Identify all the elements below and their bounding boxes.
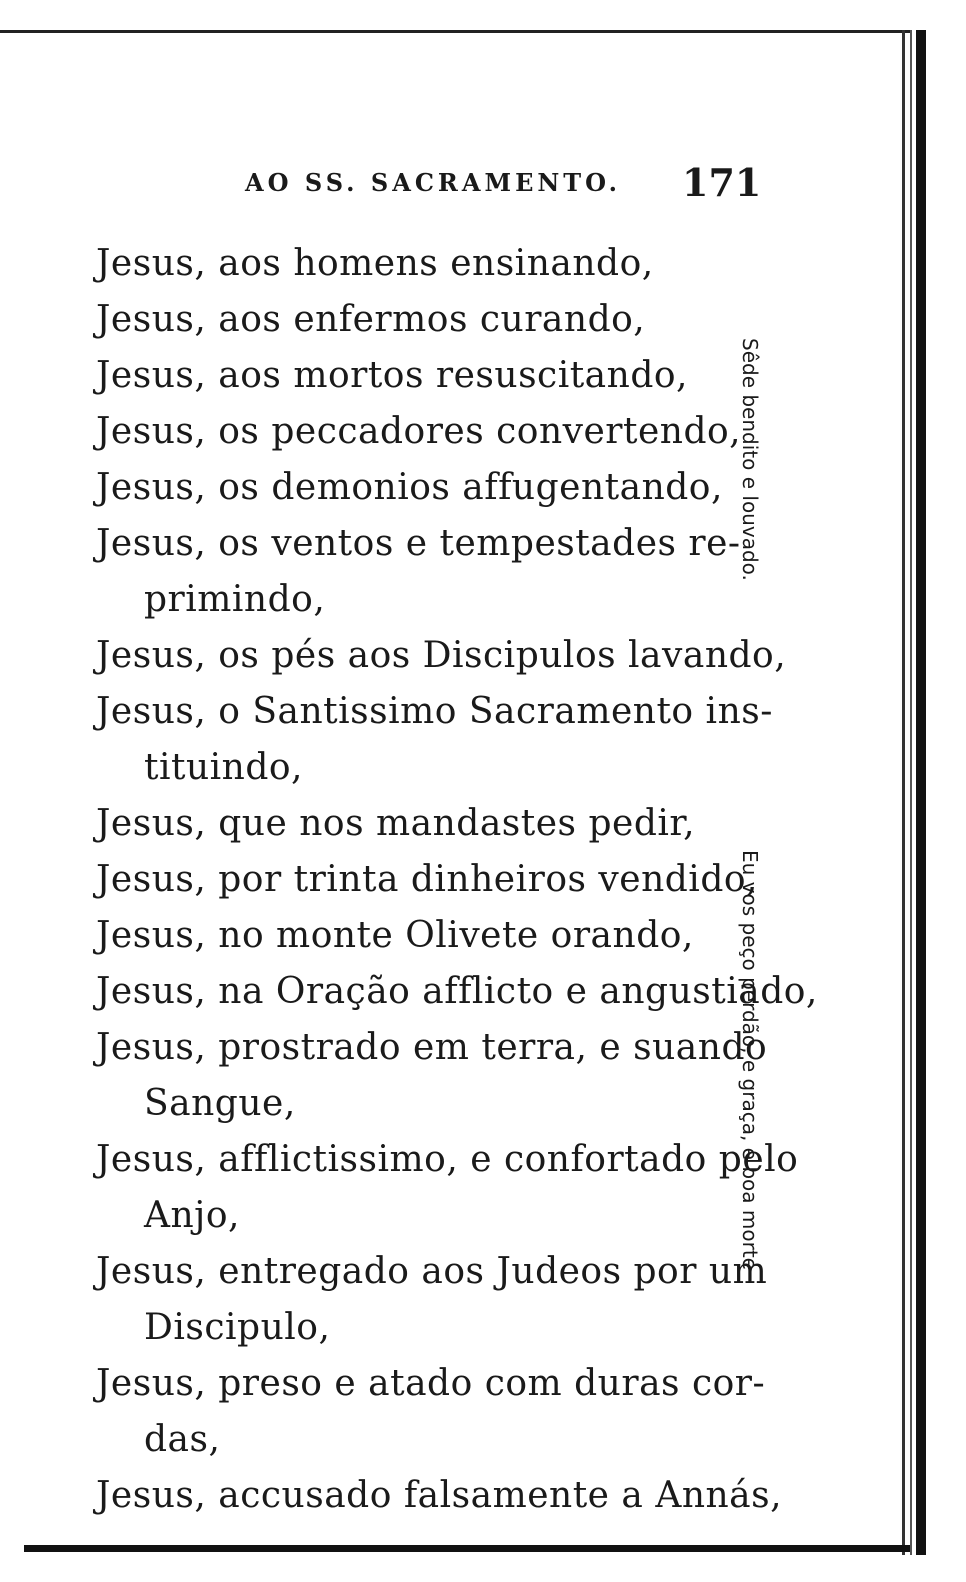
page-spine xyxy=(902,30,932,1555)
verse-line: Discipulo, xyxy=(144,1307,331,1348)
verse-line: Anjo, xyxy=(144,1195,240,1236)
verse-line: Jesus, entregado aos Judeos por um xyxy=(96,1251,768,1292)
verse-line: Jesus, no monte Olivete orando, xyxy=(96,915,694,956)
verse-line: Jesus, preso e atado com duras cor- xyxy=(96,1363,766,1404)
verse-line: Jesus, aos homens ensinando, xyxy=(96,243,654,284)
verse-line: tituindo, xyxy=(144,747,303,788)
verse-line: Jesus, os pés aos Discipulos lavando, xyxy=(96,635,787,676)
verse-line: Jesus, o Santissimo Sacramento ins- xyxy=(96,691,773,732)
page-number: 171 xyxy=(682,160,762,205)
verse-line: Jesus, afflictissimo, e confortado pelo xyxy=(96,1139,799,1180)
verse-line: Jesus, aos mortos resuscitando, xyxy=(96,355,688,396)
verse-line: Jesus, na Oração afflicto e angustiado, xyxy=(96,971,818,1012)
verse-line: Jesus, por trinta dinheiros vendido, xyxy=(96,859,758,900)
verse-line: Jesus, os demonios affugentando, xyxy=(96,467,723,508)
verse-line: Jesus, que nos mandastes pedir, xyxy=(96,803,696,844)
verse-line: Jesus, prostrado em terra, e suando xyxy=(96,1027,768,1068)
verse-line: Jesus, aos enfermos curando, xyxy=(96,299,646,340)
side-note-upper: Sêde bendito e louvado. xyxy=(738,338,762,581)
top-border xyxy=(0,30,910,33)
verse-line: Sangue, xyxy=(144,1083,296,1124)
verse-line: primindo, xyxy=(144,579,326,620)
verse-line: Jesus, os ventos e tempestades re- xyxy=(96,523,741,564)
verse-line: das, xyxy=(144,1419,221,1460)
bottom-border xyxy=(24,1545,910,1552)
header-title: AO SS. SACRAMENTO. xyxy=(245,168,622,197)
verse-line: Jesus, os peccadores convertendo, xyxy=(96,411,742,452)
running-header xyxy=(0,160,790,210)
verse-line: Jesus, accusado falsamente a Annás, xyxy=(96,1475,783,1516)
side-note-lower: Eu vos peço perdão, e graça, e boa morte xyxy=(738,850,762,1270)
